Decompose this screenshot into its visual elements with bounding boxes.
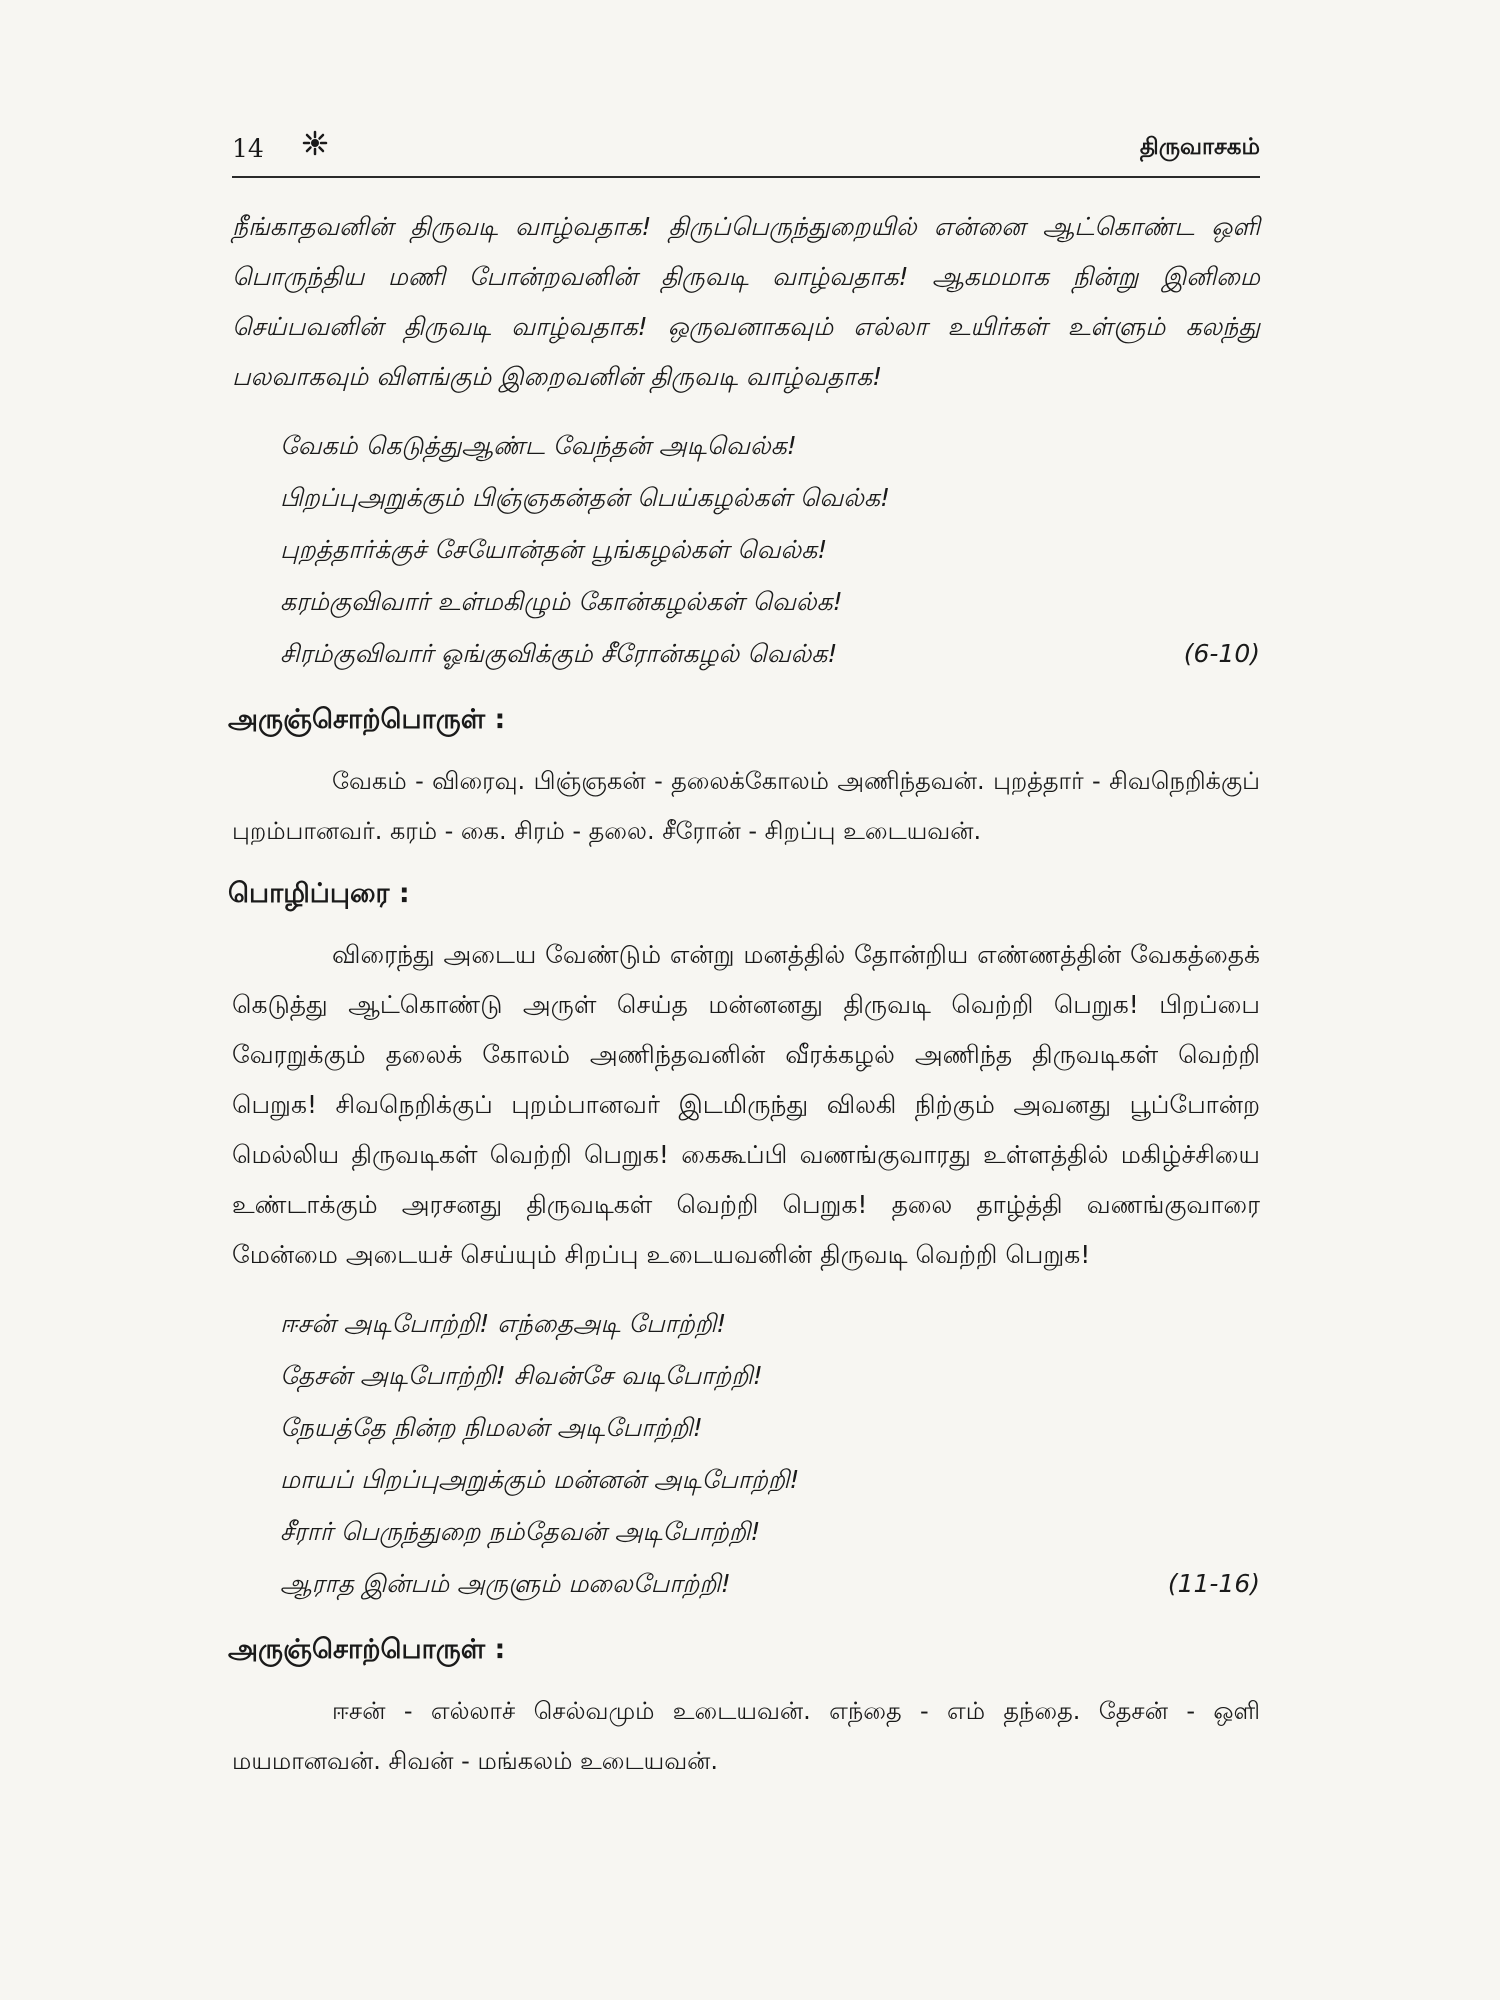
lotus-ornament-icon: [302, 130, 328, 162]
verse-line: பிறப்புஅறுக்கும் பிஞ்ஞகன்தன் பெய்கழல்கள் வெல்க!: [280, 483, 891, 512]
verse-line: மாயப் பிறப்புஅறுக்கும் மன்னன் அடிபோற்றி!: [280, 1465, 800, 1494]
book-title: திருவாசகம்: [1139, 134, 1260, 160]
glossary-text: ஈசன் - எல்லாச் செல்வமும் உடையவன். எந்தை - எம் தந்தை. தேசன் - ஒளி மயமானவன். சிவன் - மங்கலம் உடையவன்.: [232, 1697, 1260, 1775]
commentary-text: விரைந்து அடைய வேண்டும் என்று மனத்தில் தோன்றிய எண்ணத்தின் வேகத்தைக் கெடுத்து ஆட்கொண்டு அருள் செய்த மன்னனது திருவடி வெற்றி பெறுக! பிறப்பை வேரறுக்கும் தலைக் கோலம் அணிந்தவனின் வீரக்கழல் அணிந்த திருவடிகள் வெற்றி பெறுக! சிவநெறிக்குப் புறம்பானவர் இடமிருந்து விலகி நிற்கும் அவனது பூப்போன்ற மெல்லிய திருவடிகள் வெற்றி பெறுக! கைகூப்பி வணங்குவாரது உள்ளத்தில் மகிழ்ச்சியை உண்டாக்கும் அரசனது திருவடிகள் வெற்றி பெறுக! தலை தாழ்த்தி வணங்குவாரை மேன்மை அடையச் செய்யும் சிறப்பு உடையவனின் திருவடி வெற்றி பெறுக!: [232, 940, 1260, 1269]
glossary-text: வேகம் - விரைவு. பிஞ்ஞகன் - தலைக்கோலம் அணிந்தவன். புறத்தார் - சிவநெறிக்குப் புறம்பானவர். கரம் - கை. சிரம் - தலை. சீரோன் - சிறப்பு உடையவன்.: [232, 767, 1260, 845]
verse-line: ஆராத இன்பம் அருளும் மலைபோற்றி! (11-16): [280, 1558, 1260, 1610]
verse-line: நேயத்தே நின்ற நிமலன் அடிபோற்றி!: [280, 1413, 703, 1442]
glossary-heading: அருஞ்சொற்பொருள் :: [228, 1634, 506, 1665]
verse-line: புறத்தார்க்குச் சேயோன்தன் பூங்கழல்கள் வெல்க!: [280, 535, 828, 564]
page-header: [232, 130, 1260, 178]
verse-line: வேகம் கெடுத்துஆண்ட வேந்தன் அடிவெல்க!: [280, 431, 797, 460]
verse-reference: (6-10): [1183, 639, 1260, 668]
commentary-heading: பொழிப்புரை :: [228, 878, 410, 909]
verse-line: தேசன் அடிபோற்றி! சிவன்சே வடிபோற்றி!: [280, 1361, 763, 1390]
verse-line: சிரம்குவிவார் ஓங்குவிக்கும் சீரோன்கழல் வெல்க! (6-10): [280, 628, 1260, 680]
verse-block-1: [280, 420, 1260, 680]
glossary-heading: அருஞ்சொற்பொருள் :: [228, 704, 506, 735]
verse-block-2: [280, 1298, 1260, 1610]
verse-line: சீரார் பெருந்துறை நம்தேவன் அடிபோற்றி!: [280, 1517, 761, 1546]
verse-line: கரம்குவிவார் உள்மகிழும் கோன்கழல்கள் வெல்க!: [280, 587, 843, 616]
verse-line: ஈசன் அடிபோற்றி! எந்தைஅடி போற்றி!: [280, 1309, 727, 1338]
verse-reference: (11-16): [1167, 1569, 1260, 1598]
page-number: 14: [232, 134, 264, 163]
intro-paragraph: நீங்காதவனின் திருவடி வாழ்வதாக! திருப்பெருந்துறையில் என்னை ஆட்கொண்ட ஒளி பொருந்திய மணி போன்றவனின் திருவடி வாழ்வதாக! ஆகமமாக நின்று இனிமை செய்பவனின் திருவடி வாழ்வதாக! ஒருவனாகவும் எல்லா உயிர்கள் உள்ளும் கலந்து பலவாகவும் விளங்கும் இறைவனின் திருவடி வாழ்வதாக!: [232, 212, 1260, 391]
